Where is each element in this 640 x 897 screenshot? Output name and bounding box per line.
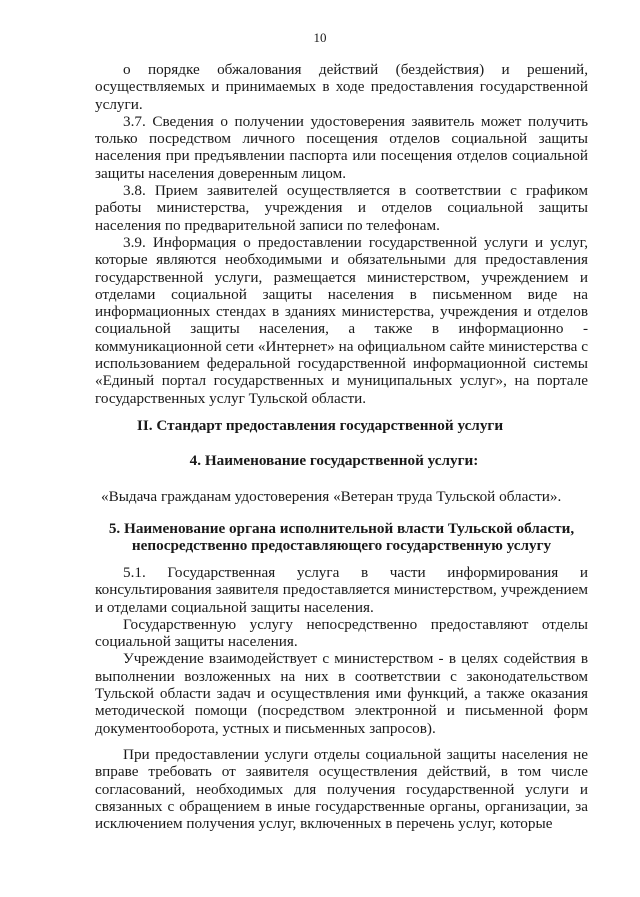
subsection-4-heading: 4. Наименование государственной услуги: [189,452,479,469]
paragraph-5-1: 5.1. Государственная услуга в части информирования и консультирования заявителя предоставляется министерством, учреждением и отделами социальной защиты населения. [95,564,588,616]
paragraph-no-requirements: При предоставлении услуги отделы социальной защиты населения не вправе требовать от заявителя осуществления действий, в том числе согласований, необходимых для получения государственной услуги и связанных с обращением в иные государственные органы, организации, за исключением получения услуг, включенных в перечень услуг, которые [95,745,588,833]
paragraph-3-7: 3.7. Сведения о получении удостоверения заявитель может получить только посредством личного посещения отделов социальной защиты населения при предъявлении паспорта или посещения отделов социальной защиты населения доверенным лицом. [95,112,588,182]
paragraph-3-9: 3.9. Информация о предоставлении государственной услуги и услуг, которые являются необходимыми и обязательными для предоставления государственной услуги, размещается министерством, учреждением и отделами социальной защиты населения в письменном виде на информационных стендах в зданиях министерства, учреждения и отделов социальной защиты населения, а также в информационно - коммуникационной сети «Интернет» на официальном сайте министерства с использованием федеральной государственной информационной системы «Единый портал государственных и муниципальных услуг», на портале государственных услуг Тульской области. [95,233,588,407]
paragraph-institution-interaction: Учреждение взаимодействует с министерством - в целях содействия в выполнении возложенных на них в соответствии с законодательством Тульской области задач и осуществления ими функций, а также оказания методической помощи (посредством электронной и письменной форм документооборота, устных и письменных запросов). [95,650,588,737]
text-block-subsection-5 [95,564,588,832]
section-heading: II. Стандарт предоставления государственной услуги [136,417,504,434]
paragraph-social-protection-departments: Государственную услугу непосредственно предоставляют отделы социальной защиты населения. [95,615,588,651]
paragraph-3-8: 3.8. Прием заявителей осуществляется в соответствии с графиком работы министерства, учреждения и отделов социальной защиты населения по предварительной записи по телефонам. [95,182,588,234]
paragraph-appeal-procedure: о порядке обжалования действий (бездействия) и решений, осуществляемых и принимаемых в ходе предоставления государственной услуги. [95,61,588,113]
service-name: «Выдача гражданам удостоверения «Ветеран труда Тульской области». [101,488,562,505]
text-block-procedures [95,61,588,407]
subsection-5-heading: 5. Наименование органа исполнительной власти Тульской области, непосредственно предоставляющего государственную услугу [108,520,575,555]
page-number: 10 [313,30,327,45]
